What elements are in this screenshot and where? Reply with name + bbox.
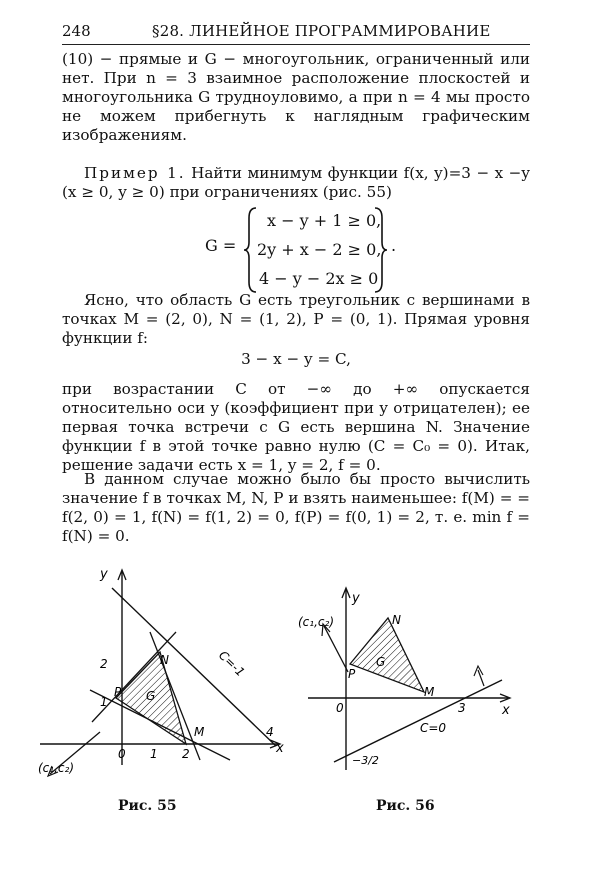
right-brace: [373, 206, 389, 294]
header-rule: [62, 44, 530, 45]
vertex-p-label: P: [348, 667, 356, 681]
figure-55: [30, 560, 290, 780]
tick-x-3: 3: [458, 701, 466, 715]
page-number: 248: [62, 22, 91, 40]
vertex-m-label: M: [424, 685, 435, 699]
level-line-equation: 3 − x − y = C,: [241, 350, 351, 368]
example-1: [62, 164, 530, 202]
x-axis-label: x: [502, 703, 510, 718]
origin-label: 0: [336, 701, 344, 715]
region-g-label: G: [146, 689, 156, 703]
tick-y-1: 1: [100, 695, 108, 709]
region-g-label: G: [376, 655, 386, 669]
constraint-3: 4 − y − 2x ≥ 0: [259, 269, 379, 288]
level-line-c-0: [334, 680, 502, 762]
paragraph-2: Ясно, что область G есть треугольник с вершинами в точках M = (2, 0), N = (1, 2), P = (0, 1). Прямая уровня функции f:: [62, 291, 530, 347]
running-title: §28. ЛИНЕЙНОЕ ПРОГРАММИРОВАНИЕ: [152, 22, 491, 40]
constraint-1: x − y + 1 ≥ 0,: [267, 211, 382, 230]
feasible-region-g: [350, 618, 424, 692]
figure-56-caption: Рис. 56: [376, 798, 435, 814]
tick-y-2: 2: [100, 657, 108, 671]
constraint-2: 2y + x − 2 ≥ 0,: [257, 240, 382, 259]
intercept-label: −3/2: [352, 754, 379, 767]
example-text: Найти минимум функции f(x, y)=3 − x −y (x ≥ 0, y ≥ 0) при ограничениях (рис. 55): [62, 164, 530, 201]
system-period: .: [391, 236, 397, 255]
vertex-m-label: M: [194, 725, 205, 739]
paragraph-3: при возрастании C от −∞ до +∞ опускается относительно оси y (коэффициент при y отрицателен); ее первая точка встречи с G есть вершина N. Значение функции f в этой точке равно нулю (C = C₀ = 0). Итак, решение задачи есть x = 1, y = 2, f = 0.: [62, 380, 530, 474]
vertex-p-label: P: [114, 685, 122, 699]
level-line-label: C=-1: [215, 648, 248, 680]
example-lead: Пример 1.: [84, 164, 186, 182]
y-axis-label: y: [100, 567, 108, 582]
paragraph-4: В данном случае можно было бы просто вычислить значение f в точках M, N, P и взять наименьшее: f(M) = = f(2, 0) = 1, f(N) = f(1, 2) = 0, f(P) = f(0, 1) = 2, т. е. min f = f(N) = 0.: [62, 470, 530, 545]
page-header: [62, 22, 528, 42]
figure-56: [288, 580, 538, 780]
origin-label: 0: [118, 747, 126, 761]
vector-label: (c₁,c₂): [38, 761, 74, 775]
system-lhs: G =: [205, 236, 237, 255]
gradient-vector: [324, 626, 348, 672]
x-axis-label: x: [276, 741, 284, 756]
vertex-n-label: N: [160, 653, 169, 667]
tick-x-1: 1: [150, 747, 158, 761]
tick-x-4: 4: [266, 725, 274, 739]
figure-55-caption: Рис. 55: [118, 798, 177, 814]
paragraph-1: (10) − прямые и G − многоугольник, ограниченный или нет. При n = 3 взаимное расположение плоскостей и многоугольника G трудноуловимо, а при n = 4 мы просто не можем прибегнуть к наглядным графическим изображениям.: [62, 50, 530, 144]
system-rows: [257, 206, 381, 293]
vector-label: (c₁,c₂): [298, 615, 334, 629]
y-axis-label: y: [352, 591, 360, 606]
vertex-n-label: N: [392, 613, 401, 627]
level-line-label: C=0: [420, 721, 447, 735]
tick-x-2: 2: [182, 747, 190, 761]
level-line-c-minus-1: [112, 588, 276, 746]
